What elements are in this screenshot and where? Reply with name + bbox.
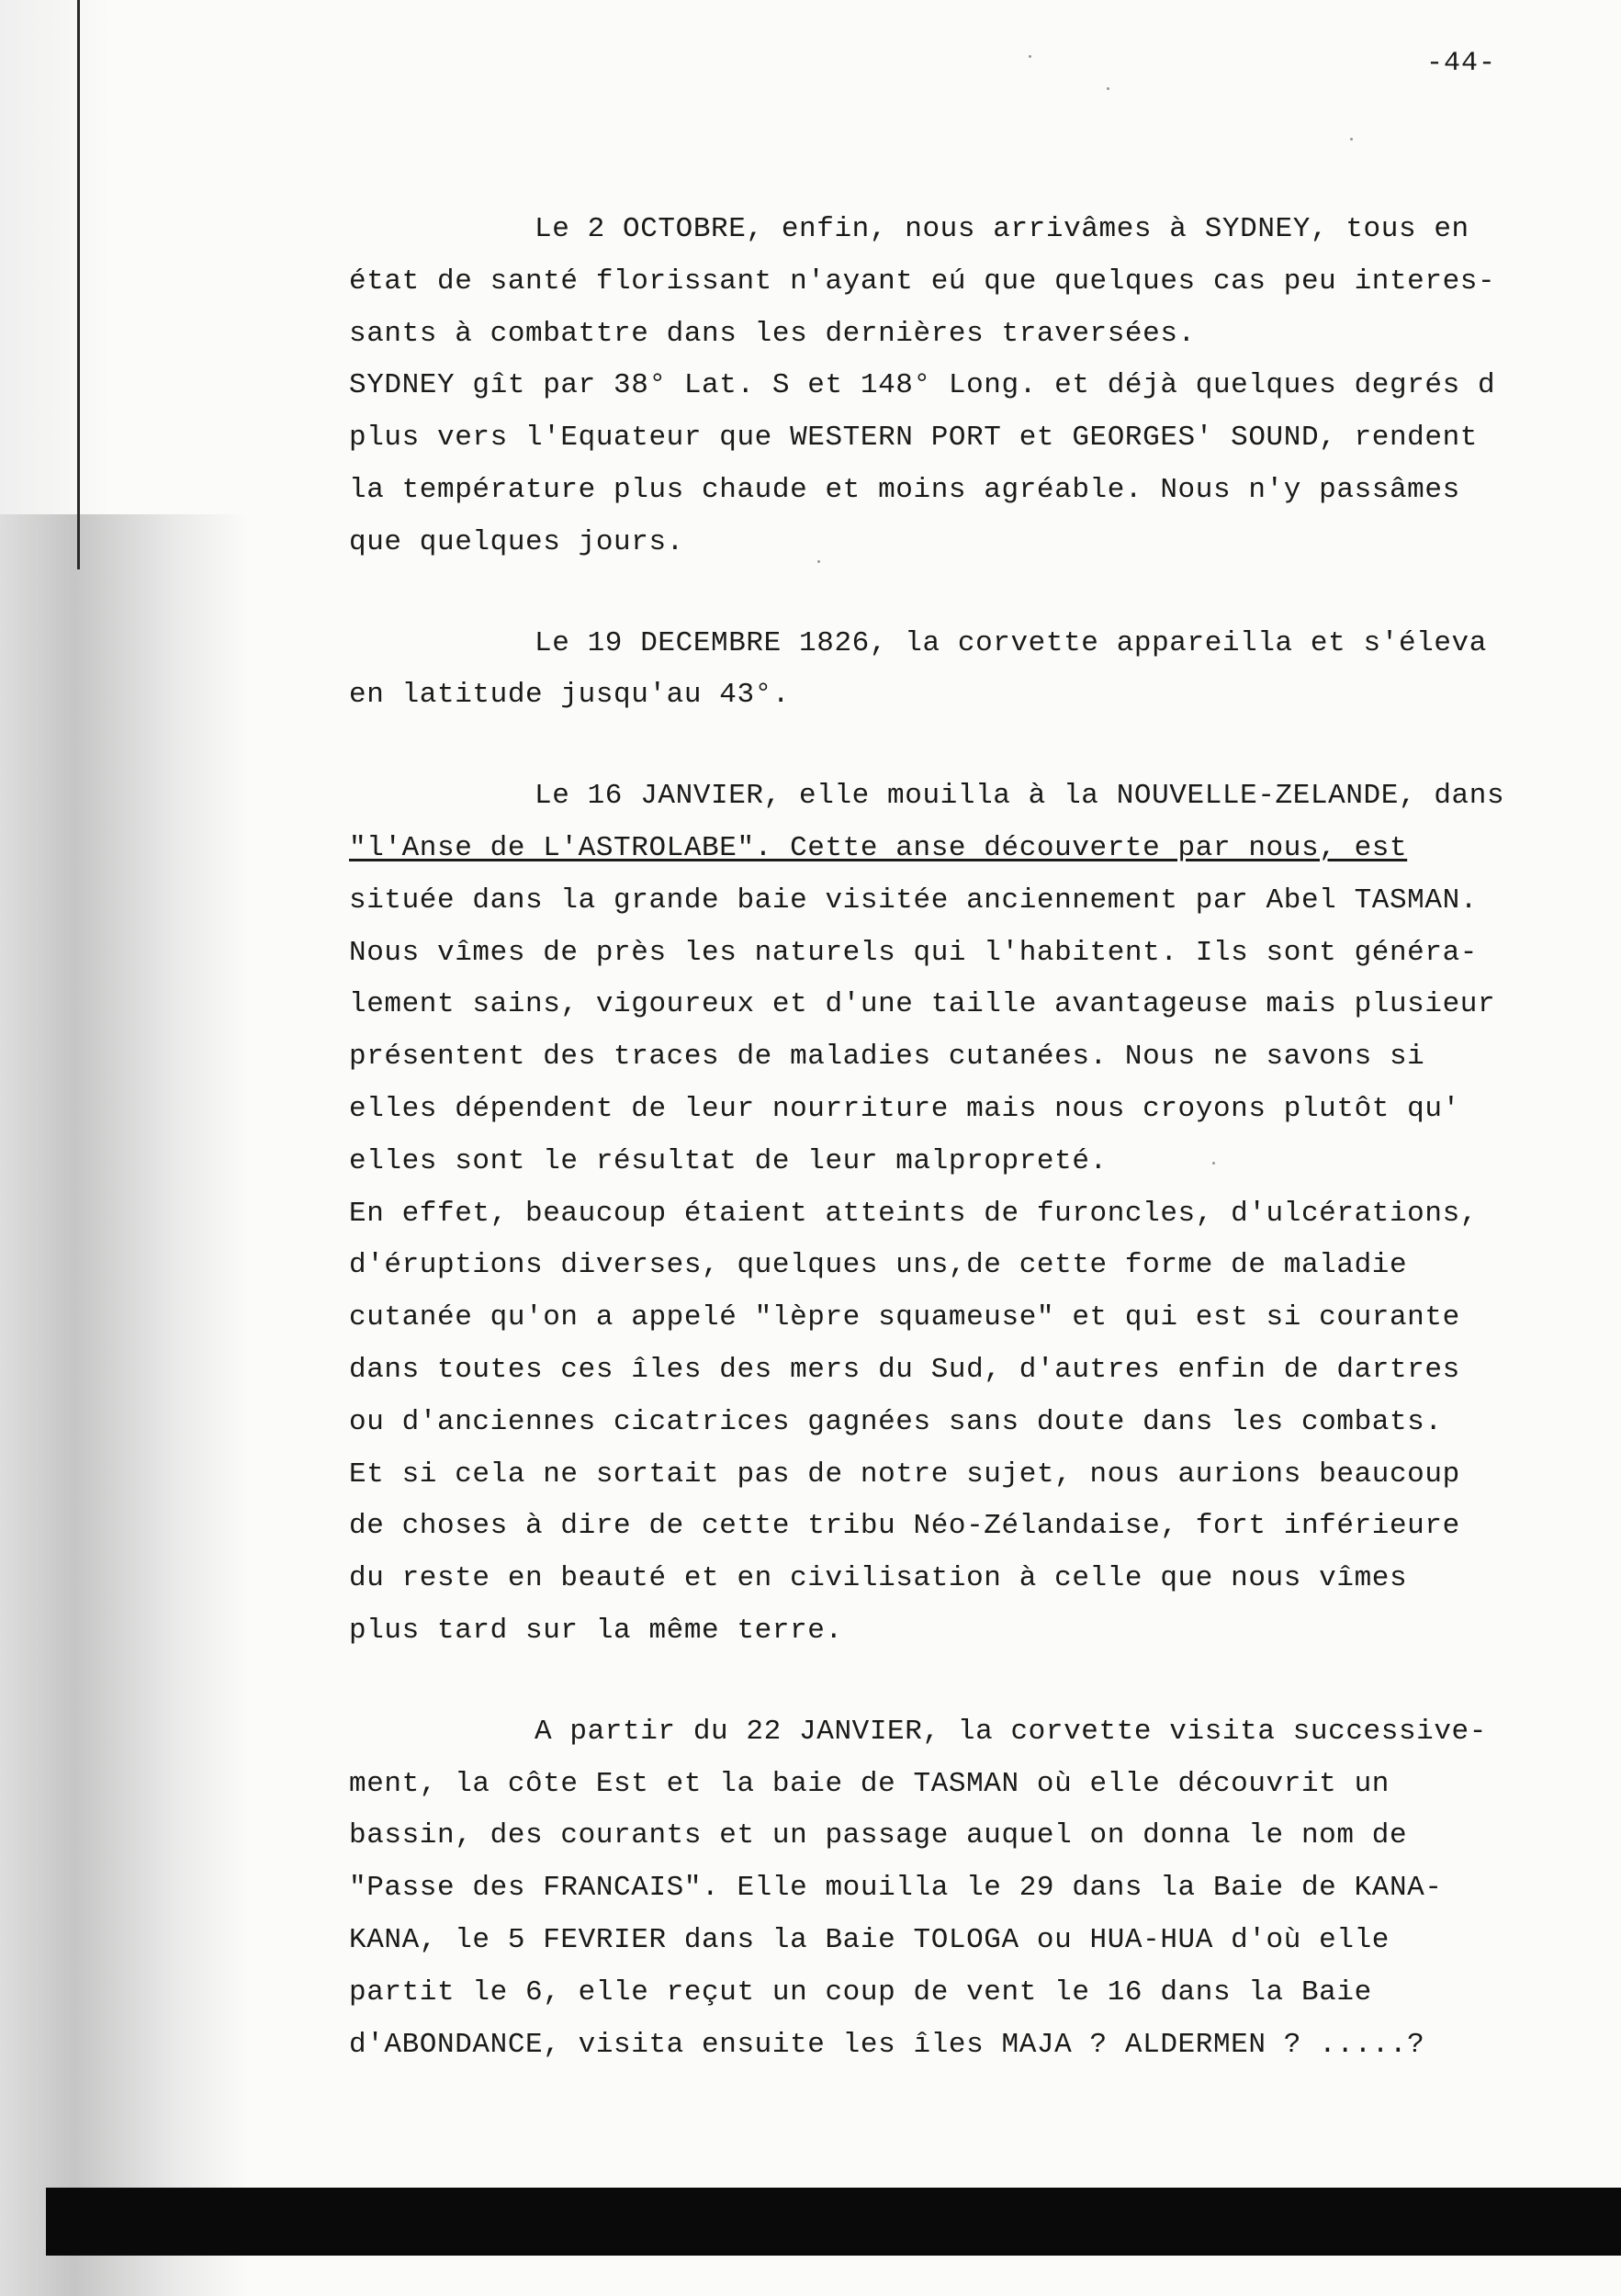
text-line: sants à combattre dans les dernières traversées.: [349, 317, 1196, 350]
body-text: [349, 204, 1598, 2071]
text-line: plus vers l'Equateur que WESTERN PORT et GEORGES' SOUND, rendent: [349, 422, 1478, 455]
paragraph-gap: [349, 1658, 1598, 1706]
text-line: bassin, des courants et un passage auquel on donna le nom de: [349, 1819, 1408, 1852]
text-line: elles dépendent de leur nourriture mais nous croyons plutôt qu': [349, 1092, 1460, 1125]
paragraph: [349, 1706, 1598, 2072]
text-line: Le 16 JANVIER, elle mouilla à la NOUVELLE-ZELANDE, dans: [535, 780, 1505, 813]
text-line: en latitude jusqu'au 43°.: [349, 679, 791, 712]
text-line: située dans la grande baie visitée anciennement par Abel TASMAN.: [349, 884, 1478, 917]
text-line: que quelques jours.: [349, 525, 684, 558]
text-line: d'éruptions diverses, quelques uns,de cette forme de maladie: [349, 1249, 1408, 1282]
binding-shadow-top: [0, 0, 110, 514]
page-number: -44-: [1426, 48, 1497, 79]
text-line: "Passe des FRANCAIS". Elle mouilla le 29 dans la Baie de KANA-: [349, 1872, 1443, 1905]
text-line: ou d'anciennes cicatrices gagnées sans doute dans les combats.: [349, 1405, 1443, 1438]
paragraph-gap: [349, 569, 1598, 618]
text-line: de choses à dire de cette tribu Néo-Zélandaise, fort inférieure: [349, 1510, 1460, 1543]
text-line: Et si cela ne sortait pas de notre sujet, nous aurions beaucoup: [349, 1458, 1460, 1491]
text-line: "l'Anse de L'ASTROLABE". Cette anse découverte par nous, est: [349, 831, 1408, 864]
text-line: présentent des traces de maladies cutanées. Nous ne savons si: [349, 1041, 1425, 1074]
text-line: lement sains, vigoureux et d'une taille avantageuse mais plusieur: [349, 988, 1496, 1021]
text-line: état de santé florissant n'ayant eú que quelques cas peu interes-: [349, 264, 1496, 298]
text-line: Nous vîmes de près les naturels qui l'habitent. Ils sont généra-: [349, 936, 1478, 969]
text-line: elles sont le résultat de leur malpropreté.: [349, 1144, 1108, 1177]
paragraph: [349, 618, 1598, 723]
binding-shadow: [0, 514, 248, 2296]
text-line: A partir du 22 JANVIER, la corvette visita successive-: [535, 1715, 1487, 1748]
text-line: cutanée qu'on a appelé "lèpre squameuse" et qui est si courante: [349, 1301, 1460, 1334]
text-line: d'ABONDANCE, visita ensuite les îles MAJA ? ALDERMEN ? .....?: [349, 2028, 1425, 2061]
scan-speck: [1029, 55, 1031, 58]
text-line: En effet, beaucoup étaient atteints de furoncles, d'ulcérations,: [349, 1197, 1478, 1230]
text-line: partit le 6, elle reçut un coup de vent le 16 dans la Baie: [349, 1975, 1372, 2009]
text-line: la température plus chaude et moins agréable. Nous n'y passâmes: [349, 473, 1460, 506]
text-line: plus tard sur la même terre.: [349, 1614, 843, 1647]
text-line: Le 19 DECEMBRE 1826, la corvette appareilla et s'éleva: [535, 626, 1487, 659]
scan-bottom-band: [46, 2188, 1621, 2256]
paragraph-gap: [349, 722, 1598, 771]
text-line: dans toutes ces îles des mers du Sud, d'autres enfin de dartres: [349, 1353, 1460, 1386]
paragraph: [349, 771, 1598, 1658]
text-line: KANA, le 5 FEVRIER dans la Baie TOLOGA ou HUA-HUA d'où elle: [349, 1923, 1390, 1956]
text-line: Le 2 OCTOBRE, enfin, nous arrivâmes à SYDNEY, tous en: [535, 213, 1469, 245]
paragraph: [349, 204, 1598, 569]
scan-speck: [1350, 138, 1353, 141]
page-edge-line: [77, 0, 80, 569]
scan-speck: [1107, 87, 1109, 90]
text-line: SYDNEY gît par 38° Lat. S et 148° Long. et déjà quelques degrés d: [349, 369, 1496, 402]
text-line: ment, la côte Est et la baie de TASMAN où elle découvrit un: [349, 1767, 1390, 1800]
text-line: du reste en beauté et en civilisation à celle que nous vîmes: [349, 1562, 1408, 1595]
